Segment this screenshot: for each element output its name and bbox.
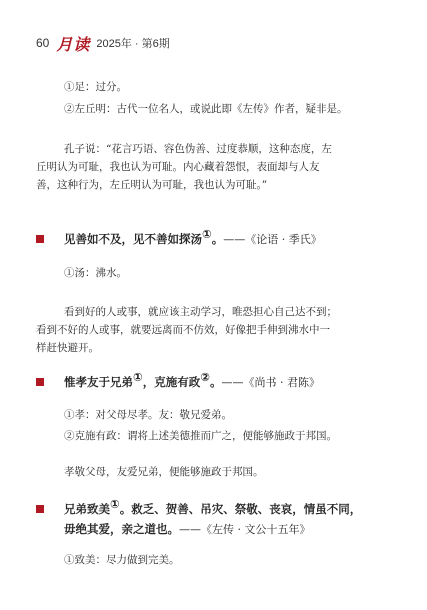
quote-text: ，克施有政 <box>142 375 201 389</box>
quote-heading <box>64 370 320 392</box>
footnote-mark: ① <box>202 227 212 242</box>
explanation-line: 看到不好的人或事，就要远离而不仿效，好像把手伸到沸水中一 <box>36 324 330 336</box>
issue-label: 2025年 · 第6期 <box>96 38 170 50</box>
note-line: ①足：过分。 <box>64 81 127 93</box>
paragraph-line: 丘明认为可耻，我也认为可耻。内心藏着怨恨，表面却与人友 <box>36 161 320 173</box>
quote-bullet <box>36 505 44 513</box>
quote-text: 。救乏、贺善、吊灾、祭敬、丧哀，情虽不同， <box>119 502 362 516</box>
quote-text: 惟孝友于兄弟 <box>64 375 133 389</box>
quote-heading <box>64 227 322 249</box>
note-line: ①汤：沸水。 <box>64 267 127 279</box>
footnote-mark: ① <box>133 370 143 385</box>
quote-heading <box>64 497 362 518</box>
footnote-mark: ① <box>110 497 120 512</box>
quote-bullet <box>36 235 44 243</box>
footnote-mark: ② <box>200 370 210 385</box>
explanation-line: 看到好的人或事，就应该主动学习，唯恐担心自己达不到； <box>64 306 337 318</box>
page-header <box>36 33 170 53</box>
note-line: ①致美：尽力做到完美。 <box>64 554 180 566</box>
quote-text: 见善如不及，见不善如探汤 <box>64 232 202 246</box>
explanation-line: 孝敬父母，友爱兄弟，便能够施政于邦国。 <box>64 466 264 478</box>
magazine-logo: 月读 <box>56 34 91 54</box>
page-number: 60 <box>36 36 50 50</box>
quote-source: ——《论语 · 季氏》 <box>223 233 322 246</box>
quote-text: 。 <box>210 375 222 389</box>
note-line: ①孝：对父母尽孝。友：敬兄爱弟。 <box>64 409 232 421</box>
quote-heading-continued <box>64 520 311 539</box>
paragraph-line: 善，这种行为，左丘明认为可耻，我也认为可耻。” <box>36 179 268 191</box>
quote-bullet <box>36 378 44 386</box>
note-line: ②左丘明：古代一位名人，或说此即《左传》作者，疑非是。 <box>64 103 348 115</box>
explanation-line: 样赶快避开。 <box>36 342 99 354</box>
quote-source: ——《尚书 · 君陈》 <box>221 376 320 389</box>
paragraph-line: 孔子说：“花言巧语、容色伪善、过度恭顺，这种态度，左 <box>64 143 332 155</box>
quote-source: ——《左传 · 文公十五年》 <box>179 523 311 536</box>
quote-text: 。 <box>211 232 224 246</box>
quote-text: 毋绝其爱，亲之道也。 <box>64 522 179 536</box>
note-line: ②克施有政：谓将上述美德推而广之，便能够施政于邦国。 <box>64 430 337 442</box>
quote-text: 兄弟致美 <box>64 502 110 516</box>
